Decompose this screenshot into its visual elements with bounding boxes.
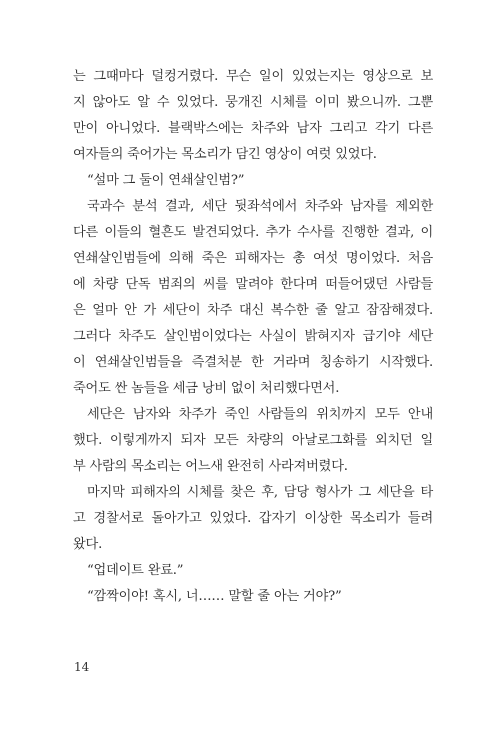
text-line: 연쇄살인범들에 의해 죽은 피해자는 총 여섯 명이었다. 처음 [73,251,433,266]
dialogue-line: “업데이트 완료.” [87,563,184,578]
text-line: 에 차량 단독 범죄의 씨를 말려야 한다며 떠들어댔던 사람들 [73,277,433,292]
dialogue-line: “깜짝이야! 혹시, 너…… 말할 줄 아는 거야?” [87,589,342,604]
text-line: 죽어도 싼 놈들을 세금 낭비 없이 처리했다면서. [73,381,340,396]
text-line: 만이 아니었다. 블랙박스에는 차주와 남자 그리고 각기 다른 [73,121,433,136]
text-line: 왔다. [73,537,103,552]
text-line: 다른 이들의 혈흔도 발견되었다. 추가 수사를 진행한 결과, 이 [73,225,433,240]
dialogue-line: “설마 그 둘이 연쇄살인범?” [87,173,245,188]
text-line: 여자들의 죽어가는 목소리가 담긴 영상이 여럿 있었다. [73,147,377,162]
text-line: 고 경찰서로 돌아가고 있었다. 갑자기 이상한 목소리가 들려 [73,511,433,526]
text-line: 국과수 분석 결과, 세단 뒷좌석에서 차주와 남자를 제외한 [87,199,433,214]
page-number: 14 [74,660,90,674]
text-line: 는 그때마다 덜컹거렸다. 무슨 일이 있었는지는 영상으로 보 [73,69,433,84]
text-line: 마지막 피해자의 시체를 찾은 후, 담당 형사가 그 세단을 타 [87,485,433,500]
text-line: 지 않아도 알 수 있었다. 뭉개진 시체를 이미 봤으니까. 그뿐 [73,95,433,110]
text-line: 이 연쇄살인범들을 즉결처분 한 거라며 칭송하기 시작했다. [73,355,433,370]
text-line: 부 사람의 목소리는 어느새 완전히 사라져버렸다. [73,459,348,474]
text-line: 했다. 이렇게까지 되자 모든 차량의 아날로그화를 외치던 일 [73,433,433,448]
text-line: 세단은 남자와 차주가 죽인 사람들의 위치까지 모두 안내 [87,407,433,422]
page-body [73,64,433,610]
text-line: 그러다 차주도 살인범이었다는 사실이 밝혀지자 급기야 세단 [73,329,433,344]
text-line: 은 얼마 안 가 세단이 차주 대신 복수한 줄 알고 잠잠해졌다. [73,303,433,318]
